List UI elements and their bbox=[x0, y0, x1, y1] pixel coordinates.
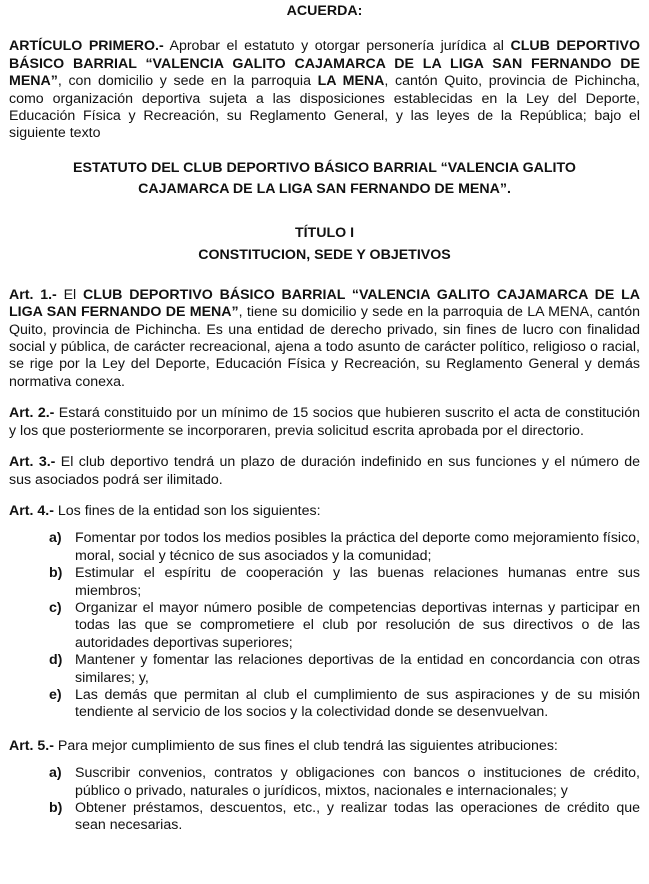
list-item-text: Suscribir convenios, contratos y obligaciones con bancos o instituciones de crédito, público o privado, naturales o jurídicos, mixtos, nacionales e internacionales; y bbox=[75, 765, 640, 799]
document-page bbox=[9, 3, 640, 851]
list-item bbox=[9, 765, 640, 800]
articulo-primero-club-name: CLUB DEPORTIVO BÁSICO BARRIAL “VALENCIA GALITO CAJAMARCA DE LA LIGA SAN FERNANDO DE MENA” bbox=[9, 38, 640, 90]
articulo-primero bbox=[9, 38, 640, 142]
article-1-club-name: CLUB DEPORTIVO BÁSICO BARRIAL “VALENCIA GALITO CAJAMARCA DE LA LIGA SAN FERNANDO DE MENA” bbox=[9, 286, 640, 321]
article-4-text: Los fines de la entidad son los siguientes: bbox=[53, 502, 321, 519]
list-item bbox=[9, 652, 640, 687]
articulo-primero-parish: LA MENA bbox=[317, 73, 385, 90]
titulo-number: TÍTULO I bbox=[294, 224, 355, 241]
article-3-text: El club deportivo tendrá un plazo de duración indefinido en sus funciones y el número de sus asociados podrá ser ilimitado. bbox=[9, 454, 640, 488]
list-item-text: Obtener préstamos, descuentos, etc., y realizar todas las operaciones de crédito que sean necesarias. bbox=[75, 800, 640, 834]
list-item bbox=[9, 565, 640, 600]
titulo-heading bbox=[9, 222, 640, 266]
list-item-text: Las demás que permitan al club el cumplimiento de sus aspiraciones y de su misión tendiente al servicio de los socios y la colectividad donde se desenvuelvan. bbox=[75, 686, 640, 721]
list-item-text: Organizar el mayor número posible de competencias deportivas internas y participar en todas las que se comprometiere el club por resolución de sus directivos o de las autoridades deportivas superiores; bbox=[75, 599, 640, 651]
estatuto-title-line-1: ESTATUTO DEL CLUB DEPORTIVO BÁSICO BARRIAL “VALENCIA GALITO bbox=[73, 159, 576, 176]
articulo-primero-text-3: , cantón Quito, provincia de Pichincha, como organización deportiva sujeta a las disposiciones establecidas en la Ley del Deporte, Educación Física y Recreación, su Reglamento General, y las leyes de la República; bajo el siguiente texto bbox=[9, 73, 640, 142]
list-item-letter: a) bbox=[49, 765, 62, 782]
list-item-letter: a) bbox=[49, 530, 62, 547]
list-item-letter: d) bbox=[49, 652, 63, 669]
list-item bbox=[9, 530, 640, 565]
list-item-letter: e) bbox=[49, 686, 62, 703]
article-4 bbox=[9, 503, 640, 520]
titulo-name: CONSTITUCION, SEDE Y OBJETIVOS bbox=[198, 246, 451, 263]
list-item bbox=[9, 687, 640, 722]
article-1-text-1: El bbox=[56, 286, 84, 303]
article-5-label: Art. 5.- bbox=[9, 737, 54, 754]
article-1 bbox=[9, 287, 640, 391]
list-item-text: Mantener y fomentar las relaciones deportivas de la entidad en concordancia con otras similares; y, bbox=[75, 652, 640, 686]
articulo-primero-text-2: , con domicilio y sede en la parroquia bbox=[57, 73, 318, 90]
articulo-primero-text-1: Aprobar el estatuto y otorgar personería jurídica al bbox=[163, 38, 511, 55]
list-item-letter: b) bbox=[49, 565, 63, 582]
list-item-letter: b) bbox=[49, 800, 63, 816]
estatuto-title bbox=[9, 158, 640, 200]
article-2 bbox=[9, 405, 640, 440]
article-5-text: Para mejor cumplimiento de sus fines el club tendrá las siguientes atribuciones: bbox=[53, 737, 558, 754]
article-5 bbox=[9, 738, 640, 755]
article-2-label: Art. 2.- bbox=[9, 405, 55, 422]
list-item-text: Estimular el espíritu de cooperación y las buenas relaciones humanas entre sus miembros; bbox=[75, 565, 640, 599]
articulo-primero-label: ARTÍCULO PRIMERO.- bbox=[9, 38, 164, 55]
article-2-text: Estará constituido por un mínimo de 15 socios que hubieren suscrito el acta de constitución y los que posteriormente se incorporaren, previa solicitud escrita aprobada por el directorio. bbox=[9, 405, 640, 439]
article-1-text-2: , tiene su domicilio y sede en la parroquia de LA MENA, cantón Quito, provincia de Pichincha. Es una entidad de derecho privado, sin fines de lucro con finalidad social y pública, de carácter recreacional, ajena a todo asunto de carácter político, religioso o racial, se rige por la Ley del Deporte, Educación Física y Recreación, su Reglamento General y demás normativa conexa. bbox=[9, 304, 640, 390]
list-item-letter: c) bbox=[49, 599, 62, 616]
article-4-label: Art. 4.- bbox=[9, 502, 54, 519]
article-3-label: Art. 3.- bbox=[9, 454, 56, 471]
list-item bbox=[9, 800, 640, 835]
list-item bbox=[9, 600, 640, 652]
article-1-label: Art. 1.- bbox=[9, 286, 57, 303]
acuerda-heading: ACUERDA: bbox=[286, 3, 363, 19]
article-4-list bbox=[9, 530, 640, 721]
estatuto-title-line-2: CAJAMARCA DE LA LIGA SAN FERNANDO DE MENA”. bbox=[138, 180, 511, 197]
article-3 bbox=[9, 454, 640, 489]
list-item-text: Fomentar por todos los medios posibles la práctica del deporte como mejoramiento físico, moral, social y técnico de sus asociados y la comunidad; bbox=[75, 530, 640, 564]
article-5-list bbox=[9, 765, 640, 835]
